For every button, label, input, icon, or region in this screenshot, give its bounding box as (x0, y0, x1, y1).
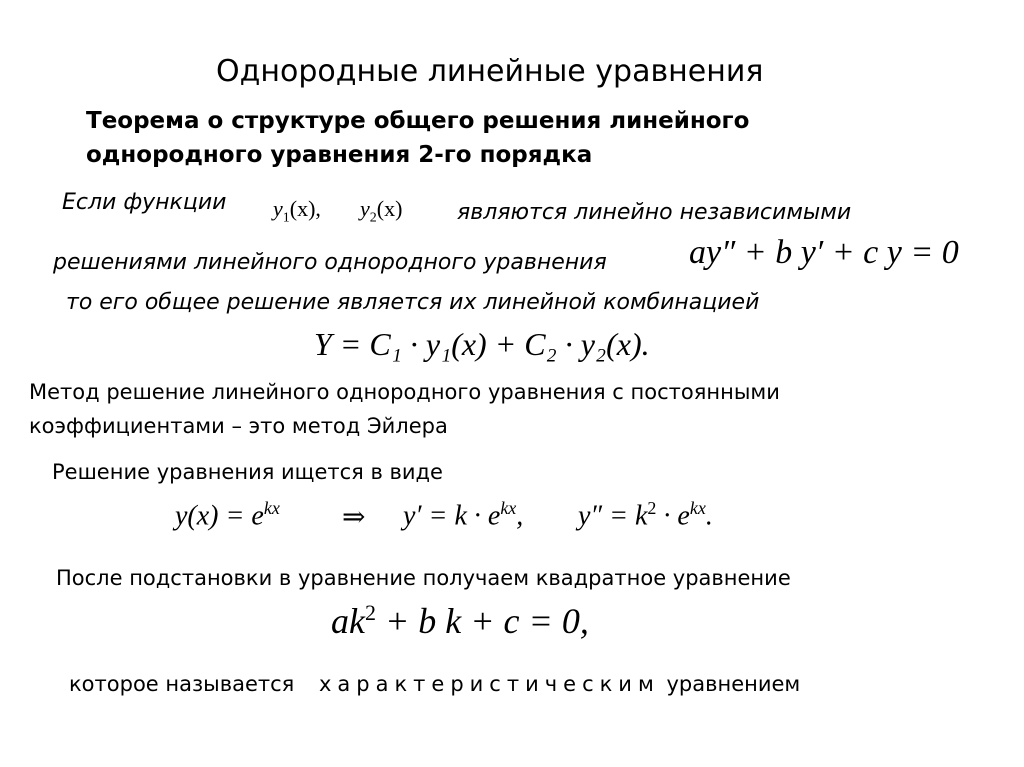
equation-word: уравнением (666, 672, 801, 696)
called-line (69, 672, 800, 696)
function-y1: $y_1(x)$, (273, 196, 321, 226)
solutions-text: решениями линейного однородного уравнения (53, 250, 607, 275)
then-text: то его общее решение является их линейной комбинацией (66, 290, 760, 315)
if-functions-text: Если функции (62, 190, 227, 215)
implies-arrow: ⇒ (342, 500, 366, 533)
page-title: Однородные линейные уравнения (216, 54, 764, 89)
solution-form-formula: $y(x) = e^{kx}$ (175, 498, 280, 532)
characteristic-equation-formula: $ak^2 + b$ k + c = 0, (331, 600, 589, 641)
theorem-line-1: Теорема о структуре общего решения линейного (86, 108, 750, 134)
search-form-text: Решение уравнения ищется в виде (52, 460, 443, 484)
characteristic-word: характеристическим (319, 672, 660, 696)
independent-text: являются линейно независимыми (457, 200, 852, 225)
method-line-1: Метод решение линейного однородного уравнения с постоянными (29, 380, 780, 404)
general-solution-formula: Y = C₁ · y₁(x) + C₂ · y₂(x). (314, 326, 650, 362)
theorem-line-2: однородного уравнения 2-го порядка (86, 142, 593, 168)
function-y2: $y_2(x)$ (360, 196, 403, 226)
second-derivative-formula: $y'' = k^2 \cdot e^{kx}$. (578, 498, 713, 532)
substitution-text: После подстановки в уравнение получаем квадратное уравнение (56, 566, 791, 590)
first-derivative-formula: $y' = k \cdot e^{kx}$, (403, 498, 524, 532)
homogeneous-equation: ay″ + b y′ + c y = 0 (689, 234, 959, 271)
called-text: которое называется (69, 672, 295, 696)
method-line-2: коэффициентами – это метод Эйлера (29, 414, 448, 438)
